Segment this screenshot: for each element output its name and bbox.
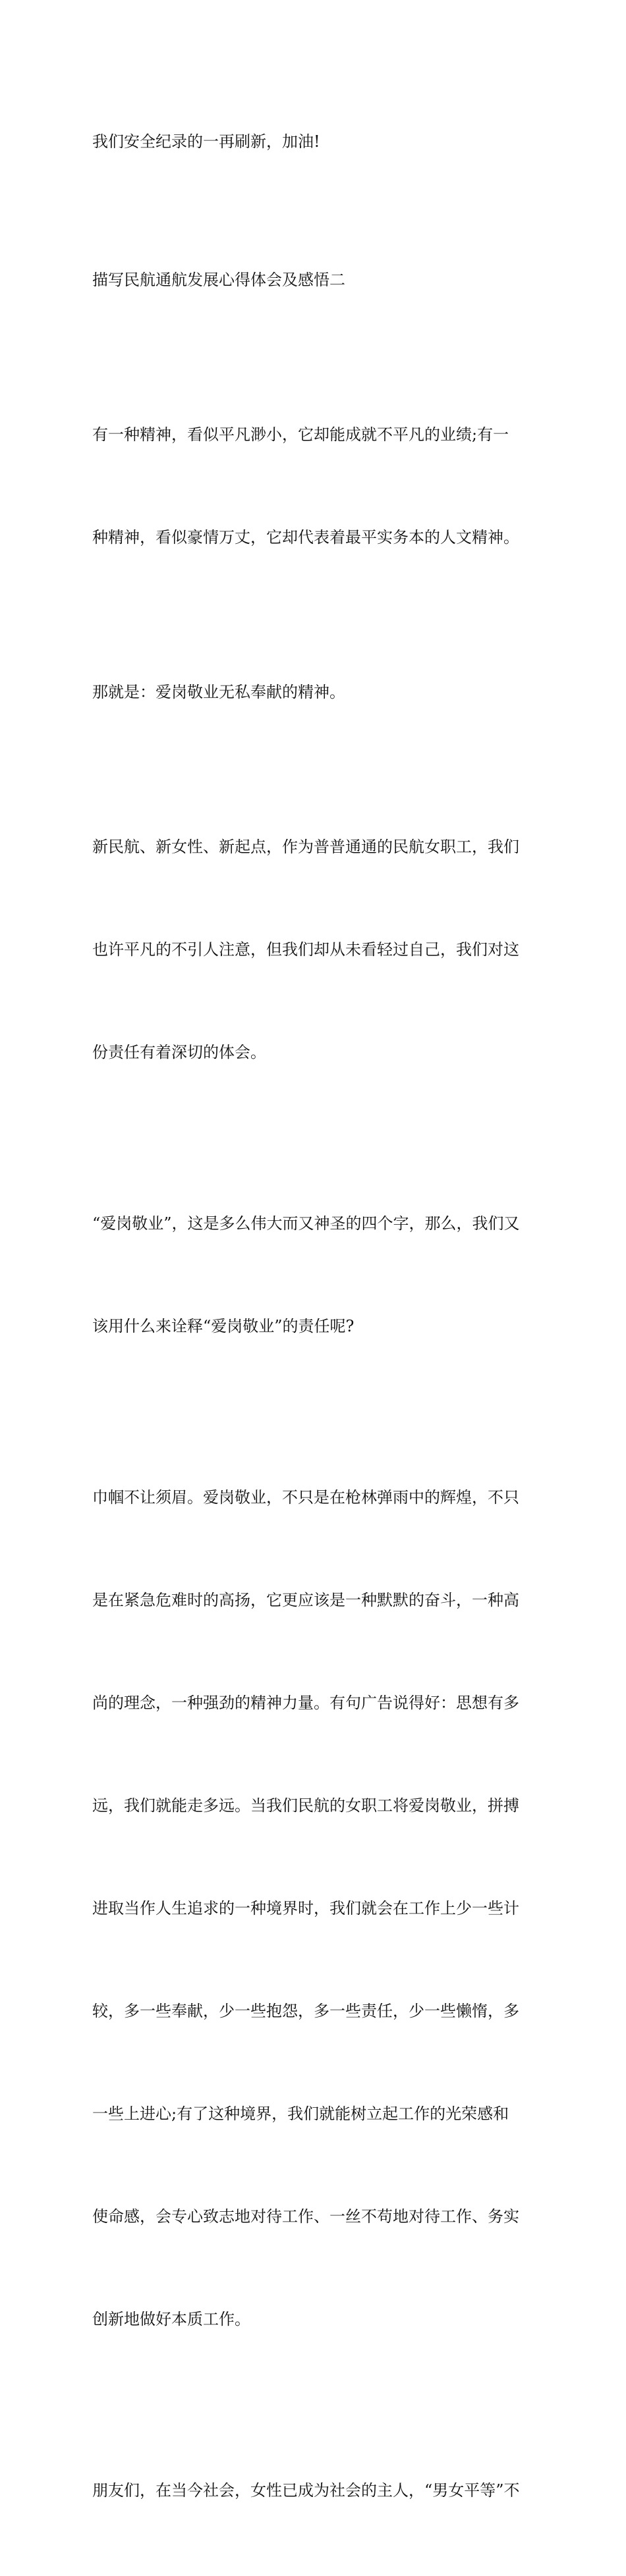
paragraph xyxy=(92,1138,540,1412)
text-line: 远，我们就能走多远。当我们民航的女职工将爱岗敬业，拼搏 xyxy=(92,1796,519,1815)
paragraph xyxy=(92,2405,540,2576)
document-body xyxy=(92,72,540,2576)
text-line: “爱岗敬业”，这是多么伟大而又神圣的四个字，那么，我们又 xyxy=(92,1214,520,1233)
text-line: 尚的理念，一种强劲的精神力量。有句广告说得好：思想有多 xyxy=(92,1694,519,1712)
text-line: 我们安全纪录的一再刷新，加油! xyxy=(92,132,320,151)
text-line: 创新地做好本质工作。 xyxy=(92,2310,250,2328)
text-line: 一些上进心;有了这种境界，我们就能树立起工作的光荣感和 xyxy=(92,2105,509,2123)
text-line: 也许平凡的不引人注意，但我们却从未看轻过自己，我们对这 xyxy=(92,940,519,959)
text-line: 新民航、新女性、新起点，作为普普通通的民航女职工，我们 xyxy=(92,838,519,856)
text-line: 较，多一些奉献，少一些抱怨，多一些责任，少一些懒惰，多 xyxy=(92,2002,519,2020)
text-line: 使命感，会专心致志地对待工作、一丝不苟地对待工作、务实 xyxy=(92,2207,519,2226)
section-heading xyxy=(92,211,540,349)
text-line: 巾帼不让须眉。爱岗敬业，不只是在枪林弹雨中的辉煌，不只 xyxy=(92,1488,519,1507)
text-line: 那就是：爱岗敬业无私奉献的精神。 xyxy=(92,683,345,701)
text-line: 进取当作人生追求的一种境界时，我们就会在工作上少一些计 xyxy=(92,1899,519,1918)
text-line: 描写民航通航发展心得体会及感悟二 xyxy=(92,271,345,289)
text-line: 种精神，看似豪情万丈，它却代表着最平实务本的人文精神。 xyxy=(92,528,519,547)
paragraph xyxy=(92,623,540,761)
text-line: 是在紧急危难时的高扬，它更应该是一种默默的奋斗，一种高 xyxy=(92,1591,519,1609)
text-line: 有一种精神，看似平凡渺小，它却能成就不平凡的业绩;有一 xyxy=(92,425,509,444)
text-line: 朋友们，在当今社会，女性已成为社会的主人，“男女平等”不 xyxy=(92,2481,520,2500)
paragraph xyxy=(92,761,540,1138)
text-line: 该用什么来诠释“爱岗敬业”的责任呢? xyxy=(92,1317,355,1335)
paragraph xyxy=(92,72,540,211)
paragraph xyxy=(92,349,540,623)
paragraph xyxy=(92,1412,540,2405)
text-line: 份责任有着深切的体会。 xyxy=(92,1043,266,1061)
